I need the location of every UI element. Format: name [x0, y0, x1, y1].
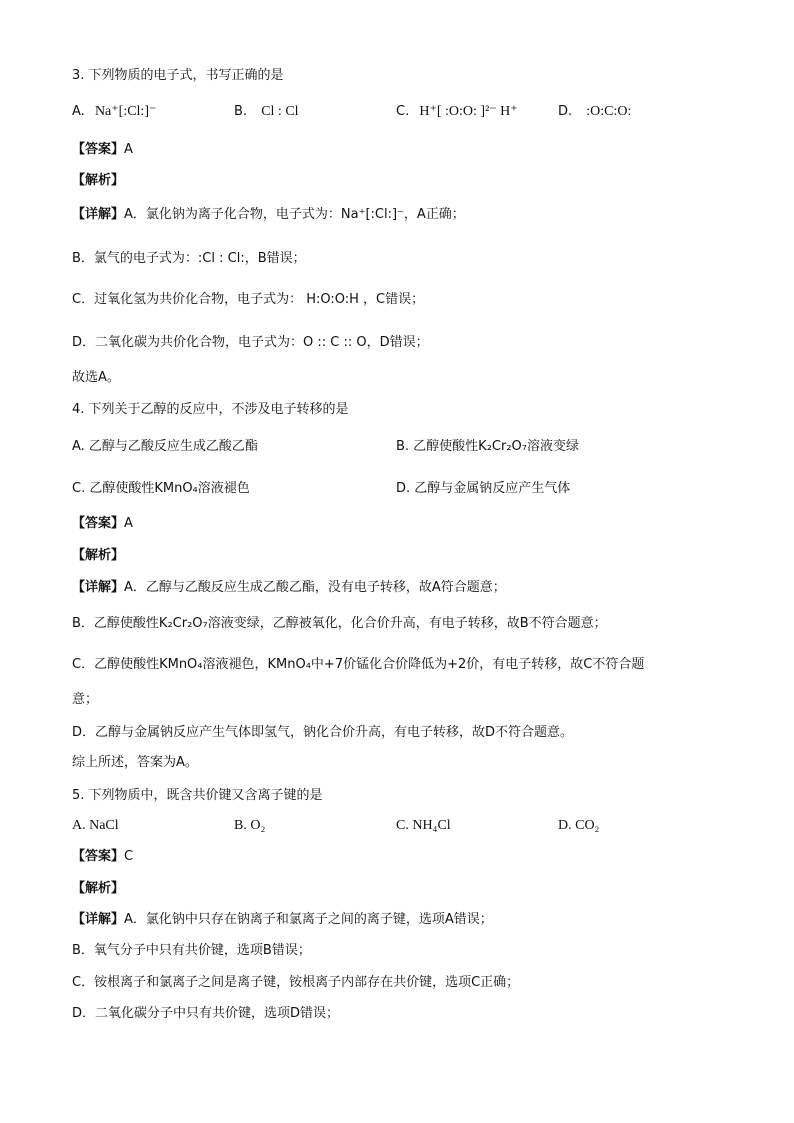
answer-tag: 【答案】: [72, 849, 125, 864]
q3-option-c-formula: H⁺[ :O:O: ]²⁻ H⁺: [419, 104, 518, 119]
q3-option-b-formula: Cl : Cl: [261, 104, 299, 119]
q3-option-d-label: D.: [558, 104, 573, 119]
q5-option-c: C. NH₄Cl: [396, 818, 451, 833]
q4-detail-a: [72, 580, 506, 596]
q4-detail-a-text: A．乙醇与乙酸反应生成乙酸乙酯，没有电子转移，故A符合题意；: [124, 580, 506, 595]
q5-detail-b: B．氧气分子中只有共价键，选项B错误；: [72, 943, 311, 958]
q4-answer: [72, 516, 133, 532]
q3-option-c: [396, 104, 518, 120]
q3-conclusion: 故选A。: [72, 370, 120, 385]
q4-detail-b: B．乙醇使酸性K₂Cr₂O₇溶液变绿，乙醇被氧化，化合价升高，有电子转移，故B不符合题意；: [72, 616, 607, 631]
q3-option-b-label: B.: [234, 104, 248, 119]
q3-detail-d: D．二氧化碳为共价化合物，电子式为：O :: C :: O，D错误；: [72, 335, 429, 350]
detail-tag: 【详解】: [72, 912, 125, 927]
q4-option-a: A. 乙醇与乙酸反应生成乙酸乙酯: [72, 439, 258, 454]
q3-option-a-formula: Na⁺[:Cl:]⁻: [94, 104, 157, 119]
q4-analysis-tag: 【解析】: [72, 548, 125, 563]
detail-tag: 【详解】: [72, 580, 125, 595]
q5-option-b: B. O₂: [234, 818, 266, 833]
answer-value: A: [124, 142, 133, 157]
answer-tag: 【答案】: [72, 142, 125, 157]
q3-detail-b: B．氯气的电子式为：:Cl : Cl:，B错误；: [72, 251, 306, 266]
q3-option-b: [234, 104, 299, 120]
q3-analysis-tag: 【解析】: [72, 173, 125, 188]
q3-option-c-label: C.: [396, 104, 410, 119]
q5-analysis-tag: 【解析】: [72, 881, 125, 896]
q3-option-d: [558, 104, 631, 120]
answer-value: C: [124, 849, 134, 864]
q3-answer: [72, 142, 133, 158]
q4-option-c: C. 乙醇使酸性KMnO₄溶液褪色: [72, 481, 250, 496]
q5-detail-a: [72, 912, 493, 928]
q3-detail-a: [72, 207, 465, 223]
q5-option-a: A. NaCl: [72, 818, 119, 833]
q4-detail-c1: C．乙醇使酸性KMnO₄溶液褪色，KMnO₄中+7价锰化合价降低为+2价，有电子转移，故C不符合题: [72, 657, 645, 672]
q4-option-d: D. 乙醇与金属钠反应产生气体: [396, 481, 571, 496]
q3-option-d-formula: :O:C:O:: [586, 104, 632, 119]
q5-detail-c: C．铵根离子和氯离子之间是离子键，铵根离子内部存在共价键，选项C正确；: [72, 975, 520, 990]
q5-stem: 5. 下列物质中，既含共价键又含离子键的是: [72, 788, 323, 803]
q3-option-a: [72, 104, 156, 120]
answer-value: A: [124, 516, 133, 531]
q5-detail-a-text: A．氯化钠中只存在钠离子和氯离子之间的离子键，选项A错误；: [124, 912, 493, 927]
q4-conclusion: 综上所述，答案为A。: [72, 755, 198, 770]
q4-option-b: B. 乙醇使酸性K₂Cr₂O₇溶液变绿: [396, 439, 579, 454]
q3-stem: 3. 下列物质的电子式，书写正确的是: [72, 68, 284, 83]
q5-option-d: D. CO₂: [558, 818, 600, 833]
q5-answer: [72, 849, 133, 865]
answer-tag: 【答案】: [72, 516, 125, 531]
q4-detail-d: D．乙醇与金属钠反应产生气体即氢气，钠化合价升高，有电子转移，故D不符合题意。: [72, 725, 574, 740]
q4-stem: 4. 下列关于乙醇的反应中，不涉及电子转移的是: [72, 402, 349, 417]
q4-detail-c2: 意；: [72, 692, 99, 707]
q5-detail-d: D．二氧化碳分子中只有共价键，选项D错误；: [72, 1006, 340, 1021]
q3-option-a-label: A.: [72, 104, 85, 119]
q3-detail-c: C．过氧化氢为共价化合物，电子式为： H:O:O:H ，C错误；: [72, 292, 425, 307]
detail-tag: 【详解】: [72, 207, 125, 222]
q3-detail-a-text: A．氯化钠为离子化合物，电子式为：Na⁺[:Cl:]⁻，A正确；: [124, 207, 465, 222]
